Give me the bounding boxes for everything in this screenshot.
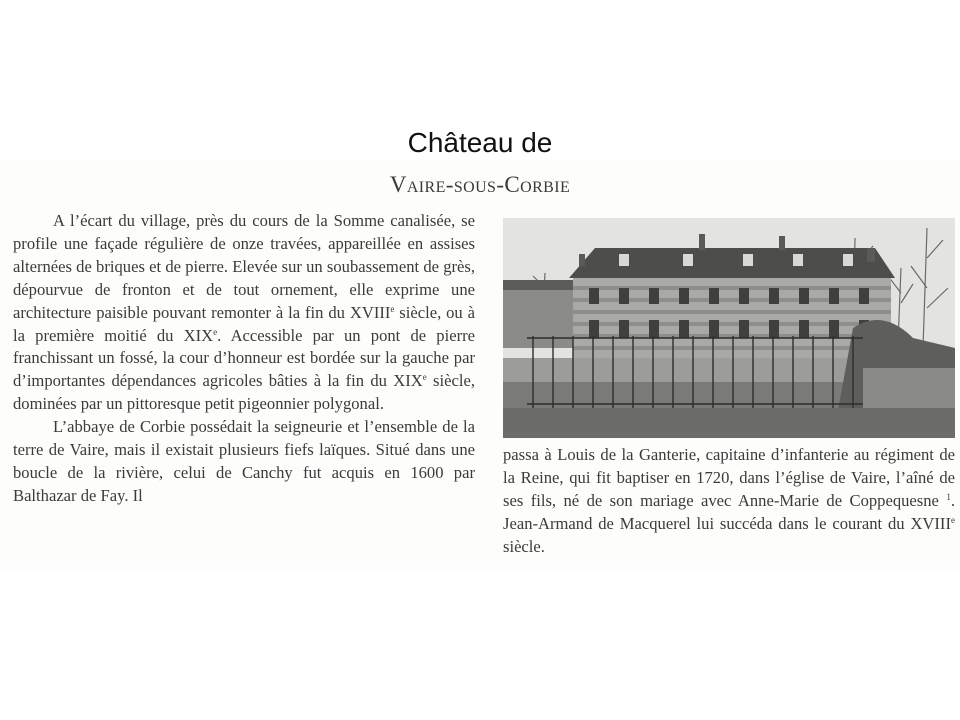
paragraph-1-text-d: siècle, dominées par un pittoresque petit pigeonnier polygonal.: [13, 371, 475, 414]
footnote-reference: 1: [946, 491, 951, 502]
chateau-photo-illustration: [503, 218, 955, 438]
paragraph-1: [13, 210, 475, 416]
slide-title: Château de: [407, 127, 553, 158]
left-text-column: [13, 210, 475, 508]
paragraph-3-text-a: passa à Louis de la Ganterie, capitaine d’infanterie au régiment de la Reine, qui fit baptiser en 1720, dans l’église de Vaire, l’aîné de ses fils, né de son mariage avec Anne-Marie de Coppequesne: [503, 445, 955, 510]
paragraph-3: [503, 444, 955, 559]
superscript-e: e: [213, 326, 218, 337]
scanned-page: [0, 160, 960, 570]
paragraph-2: L’abbaye de Corbie possédait la seigneurie et l’ensemble de la terre de Vaire, mais il existait plusieurs fiefs laïques. Situé dans une boucle de la rivière, celui de Canchy fut acquis en 1600 par Balthazar de Fay. Il: [13, 417, 475, 505]
paragraph-1-text-b: siècle, ou à la première moitié du XIX: [13, 302, 475, 345]
superscript-e: e: [390, 303, 395, 314]
superscript-e: e: [951, 514, 955, 525]
chateau-photo: [503, 218, 955, 438]
superscript-e: e: [422, 372, 427, 383]
article-heading: Vaire-sous-Corbie: [389, 172, 571, 197]
paragraph-3-text-c: siècle.: [503, 536, 545, 556]
paragraph-1-text-c: . Accessible par un pont de pierre franchissant un fossé, la cour d’honneur est bordée sur la gauche par d’importantes dépendances agricoles bâties à la fin du XIX: [13, 325, 475, 391]
right-text-column: [503, 444, 955, 559]
paragraph-3-text-b: . Jean-Armand de Macquerel lui succéda dans le courant du XVIII: [503, 490, 955, 533]
paragraph-1-text-a: A l’écart du village, près du cours de la Somme canalisée, se profile une façade régulière de onze travées, appareillée en assises alternées de briques et de pierre. Elevée sur un soubassement de grès, dépourvue de fronton et de tout ornement, elle exprime une architecture paisible pouvant remonter à la fin du XVIII: [13, 211, 475, 322]
